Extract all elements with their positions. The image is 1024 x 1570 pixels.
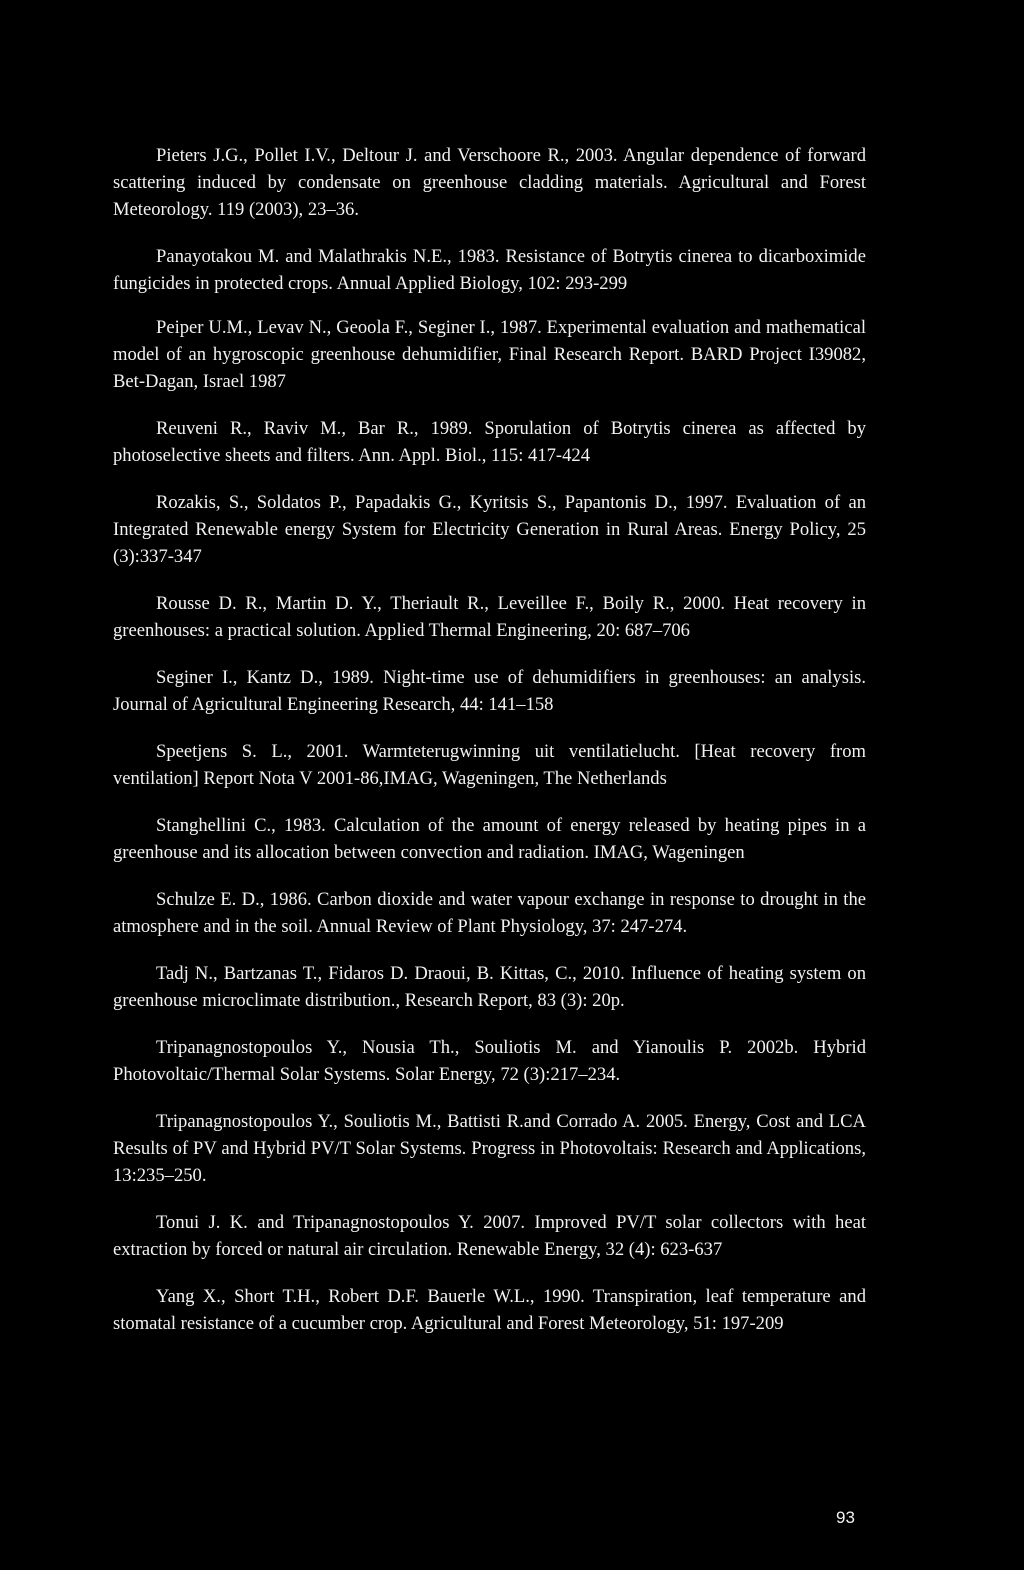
reference-entry: Pieters J.G., Pollet I.V., Deltour J. and Verschoore R., 2003. Angular dependence of forward scattering induced by condensate on greenhouse cladding materials. Agricultural and Forest Meteorology. 119 (2003), 23–36. xyxy=(113,145,866,220)
reference-entry: Schulze E. D., 1986. Carbon dioxide and water vapour exchange in response to drought in the atmosphere and in the soil. Annual Review of Plant Physiology, 37: 247-274. xyxy=(113,889,866,937)
reference-entry: Stanghellini C., 1983. Calculation of the amount of energy released by heating pipes in a greenhouse and its allocation between convection and radiation. IMAG, Wageningen xyxy=(113,815,866,863)
reference-entry: Peiper U.M., Levav N., Geoola F., Seginer I., 1987. Experimental evaluation and mathematical model of an hygroscopic greenhouse dehumidifier, Final Research Report. BARD Project I39082, Bet-Dagan, Israel 1987 xyxy=(113,317,866,392)
reference-entry: Tripanagnostopoulos Y., Nousia Th., Souliotis M. and Yianoulis P. 2002b. Hybrid Photovoltaic/Thermal Solar Systems. Solar Energy, 72 (3):217–234. xyxy=(113,1037,866,1085)
reference-entry: Rozakis, S., Soldatos P., Papadakis G., Kyritsis S., Papantonis D., 1997. Evaluation of an Integrated Renewable energy System for Electricity Generation in Rural Areas. Energy Policy, 25 (3):337-347 xyxy=(113,492,866,567)
reference-entry: Reuveni R., Raviv M., Bar R., 1989. Sporulation of Botrytis cinerea as affected by photoselective sheets and filters. Ann. Appl. Biol., 115: 417-424 xyxy=(113,418,866,466)
reference-entry: Tonui J. K. and Tripanagnostopoulos Y. 2007. Improved PV/T solar collectors with heat extraction by forced or natural air circulation. Renewable Energy, 32 (4): 623-637 xyxy=(113,1212,866,1260)
reference-list xyxy=(113,142,866,1357)
reference-entry: Panayotakou M. and Malathrakis N.E., 1983. Resistance of Botrytis cinerea to dicarboximide fungicides in protected crops. Annual Applied Biology, 102: 293-299 xyxy=(113,246,866,294)
reference-entry: Rousse D. R., Martin D. Y., Theriault R., Leveillee F., Boily R., 2000. Heat recovery in greenhouses: a practical solution. Applied Thermal Engineering, 20: 687–706 xyxy=(113,593,866,641)
reference-entry: Yang X., Short T.H., Robert D.F. Bauerle W.L., 1990. Transpiration, leaf temperature and stomatal resistance of a cucumber crop. Agricultural and Forest Meteorology, 51: 197-209 xyxy=(113,1286,866,1334)
reference-entry: Speetjens S. L., 2001. Warmteterugwinning uit ventilatielucht. [Heat recovery from ventilation] Report Nota V 2001-86,IMAG, Wageningen, The Netherlands xyxy=(113,741,866,789)
page-number: 93 xyxy=(836,1508,855,1527)
reference-entry: Tadj N., Bartzanas T., Fidaros D. Draoui, B. Kittas, C., 2010. Influence of heating system on greenhouse microclimate distribution., Research Report, 83 (3): 20p. xyxy=(113,963,866,1011)
reference-entry: Seginer I., Kantz D., 1989. Night-time use of dehumidifiers in greenhouses: an analysis. Journal of Agricultural Engineering Research, 44: 141–158 xyxy=(113,667,866,715)
reference-entry: Tripanagnostopoulos Y., Souliotis M., Battisti R.and Corrado A. 2005. Energy, Cost and LCA Results of PV and Hybrid PV/T Solar Systems. Progress in Photovoltais: Research and Applications, 13:235–250. xyxy=(113,1111,866,1186)
